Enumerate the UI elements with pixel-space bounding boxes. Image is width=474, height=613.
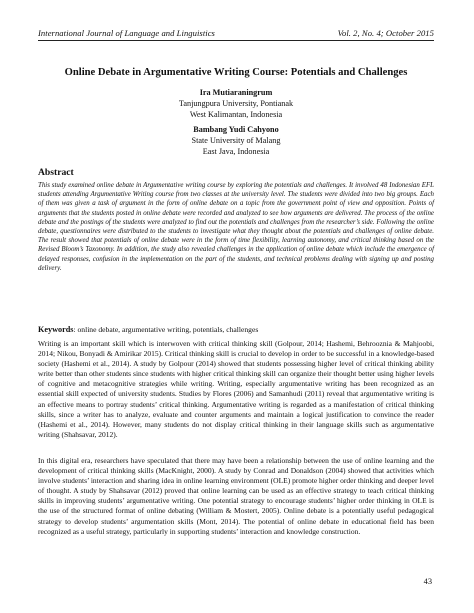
abstract-text: This study examined online debate in Argumentative writing course by exploring the potentials and challenges. It involved 48 Indonesian EFL students attending Argumentative Writing course from two classes at the university level. The students were divided into two big groups. Each of them was given a task of argument in the form of online debate on a topic from the government point of view and opposition. Points of arguments that the students posted in online debate were recorded and analyzed to see how arguments are delivered. The process of the online debate and the postings of the students were analyzed to find out the potentials and challenges from the researcher’s side. Following the online debate, questionnaires were distributed to the students to investigate what they thought about the potentials and challenges of online debate. The result showed that potentials of online debate were in the form of time flexibility, learning autonomy, and critical thinking based on the Revised Bloom’s Taxonomy. In addition, the study also revealed challenges in the application of online debate which include the emergence of delayed responses, confusion in the implementation on the part of the students, and technical problems dealing with signing up and posting delivery. [38, 182, 434, 272]
page-number: 43 [423, 577, 432, 586]
running-header [38, 28, 434, 38]
body-paragraph: In this digital era, researchers have speculated that there may have been a relationship between the use of online learning and the development of critical thinking skills (MacKnight, 2000). A study by Conrad and Donaldson (2004) showed that activities which involve students’ interaction and sharing idea in online learning environment (OLE) promote higher order thinking and deeper level of thought. A study by Shahsavar (2012) proved that online learning can be used as an effective strategy to teach critical thinking skills in improving students’ argumentative writing. One potential strategy to encourage students’ higher order thinking in OLE is the use of the structured format of online debating (William & Mostert, 2005). Online debate is a potentially useful pedagogical strategy to develop students’ argumentation skills (Mont, 2014). The potential of online debate in educational field has been recognized as a useful strategy, particularly in supporting students’ interaction and knowledge construction. [38, 456, 434, 536]
issue-info: Vol. 2, No. 4; October 2015 [337, 28, 434, 38]
header-rule [38, 40, 434, 41]
author-block-1 [38, 87, 434, 120]
author-affiliation: Tanjungpura University, Pontianak [178, 99, 294, 108]
author-affiliation: State University of Malang [191, 136, 281, 145]
author-location: East Java, Indonesia [202, 147, 270, 156]
keywords-label: Keywords [38, 325, 74, 334]
author-block-2 [38, 124, 434, 157]
keywords-text: : online debate, argumentative writing, potentials, challenges [73, 325, 259, 334]
author-location: West Kalimantan, Indonesia [189, 110, 283, 119]
author-name: Bambang Yudi Cahyono [193, 125, 279, 134]
abstract-heading: Abstract [38, 167, 74, 178]
paper-title: Online Debate in Argumentative Writing Course: Potentials and Challenges [64, 67, 408, 78]
body-paragraph: Writing is an important skill which is interwoven with critical thinking skill (Golpour, 2014; Hashemi, Behrooznia & Mahjoobi, 2014; Nikou, Bonyadi & Amirikar 2015). Critical thinking skill is crucial to develop in order to be successful in a knowledge-based society (Hashemi et al., 2014). A study by Golpour (2014) showed that students possessing higher level of critical thinking ability write better than other students since students with higher critical thinking skill can organize their thought better using higher levels of cognitive and metacognitive strategies while writing. Writing, especially argumentative writing has been recognized as an essential skill expected of university students. Studies by Flores (2006) and Samanhudi (2011) reveal that argumentative writing is an effective means to portray students’ critical thinking. Argumentative writing is regarded as a manifestation of critical thinking skills, since a writer has to analyze, evaluate and counter arguments and maintain a logical justification to convince the reader (Hashemi et al., 2014). However, many students do not display critical thinking in their language skills such as argumentative writing (Shahsavar, 2012). [38, 339, 434, 439]
author-name: Ira Mutiaraningrum [199, 88, 273, 97]
journal-name: International Journal of Language and Linguistics [38, 28, 215, 38]
keywords-line [38, 325, 434, 335]
